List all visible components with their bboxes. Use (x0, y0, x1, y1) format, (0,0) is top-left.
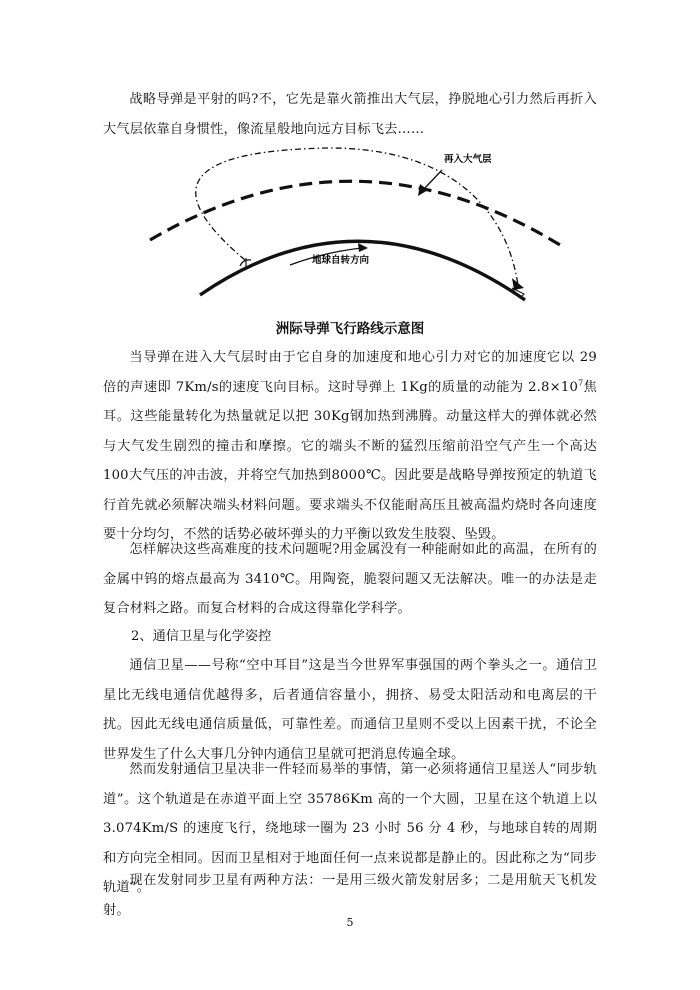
intro-paragraph: 战略导弹是平射的吗?不，它先是靠火箭推出大气层，挣脱地心引力然后再折入大气层依靠自身惯性，像流星般地向远方目标飞去…… (103, 92, 597, 137)
icbm-trajectory-diagram (0, 140, 700, 315)
label-earth-rotation: 地球自转方向 (312, 255, 370, 266)
para1-text-a: 当导弹在进入大气层时由于它自身的加速度和地心引力对它的加速度它以 29 倍的声速即 7Km/s的速度飞向目标。这时导弹上 1Kg的质量的动能为 2.8×10 (103, 350, 597, 395)
figure-caption: 洲际导弹飞行路线示意图 (275, 321, 425, 337)
paragraph-reentry-energy (103, 343, 597, 550)
paragraph-sync-orbit: 然而发射通信卫星决非一件轻而易举的事情，第一必须将通信卫星送人“同步轨道”。这个轨道是在赤道平面上空 35786Km 高的一个大圆，卫星在这个轨道上以 3.074Km/S 的速度飞行，绕地球一圈为 23 小时 56 分 4 秒，与地球自转的周期和方向完全相同。因而卫星相对于地面任何一点来说都是静止的。因此称之为“同步轨道”。 (103, 762, 597, 895)
paragraph-comm-satellite: 通信卫星——号称“空中耳目”这是当今世界军事强国的两个拳头之一。通信卫星比无线电通信优越得多，后者通信容量小，拥挤、易受太阳活动和电离层的干扰。因此无线电通信质量低，可靠性差。而通信卫星则不受以上因素干扰，不论全世界发生了什么大事几分钟内通信卫星就可把消息传遍全球。 (103, 658, 597, 762)
trajectory-arrowhead (512, 278, 524, 290)
page-number: 5 (346, 916, 354, 929)
section-heading: 2、通信卫星与化学姿控 (131, 629, 272, 644)
atmosphere-boundary (150, 181, 560, 245)
paragraph-materials: 怎样解决这些高难度的技术问题呢?用金属没有一种能耐如此的高温，在所有的金属中钨的熔点最高为 3410℃。用陶瓷，脆裂问题又无法解决。唯一的办法是走复合材料之路。而复合材料的合成这得靠化学科学。 (103, 542, 597, 616)
label-reentry: 再入大气层 (444, 154, 492, 165)
paragraph-launch-methods: 现在发射同步卫星有两种方法：一是用三级火箭发射居多；二是用航天飞机发射。 (103, 873, 597, 918)
para1-exponent: 7 (578, 378, 584, 388)
rotation-arrowhead (358, 243, 368, 252)
para1-text-b: 焦耳。这些能量转化为热量就足以把 30Kg钢加热到沸腾。动量这样大的弹体就必然与大气发生剧烈的撞击和摩擦。它的端头不断的猛烈压缩前沿空气产生一个高达100大气压的冲击波，并将空气加热到8000℃。因此要是战略导弹按预定的轨道飞行首先就必须解决端头材料问题。要求端头不仅能耐高压且被高温灼烧时各向速度要十分均匀，不然的话势必破坏弹头的力平衡以致发生肢裂、坠毁。 (103, 379, 597, 542)
reentry-pointer-line (423, 170, 442, 190)
